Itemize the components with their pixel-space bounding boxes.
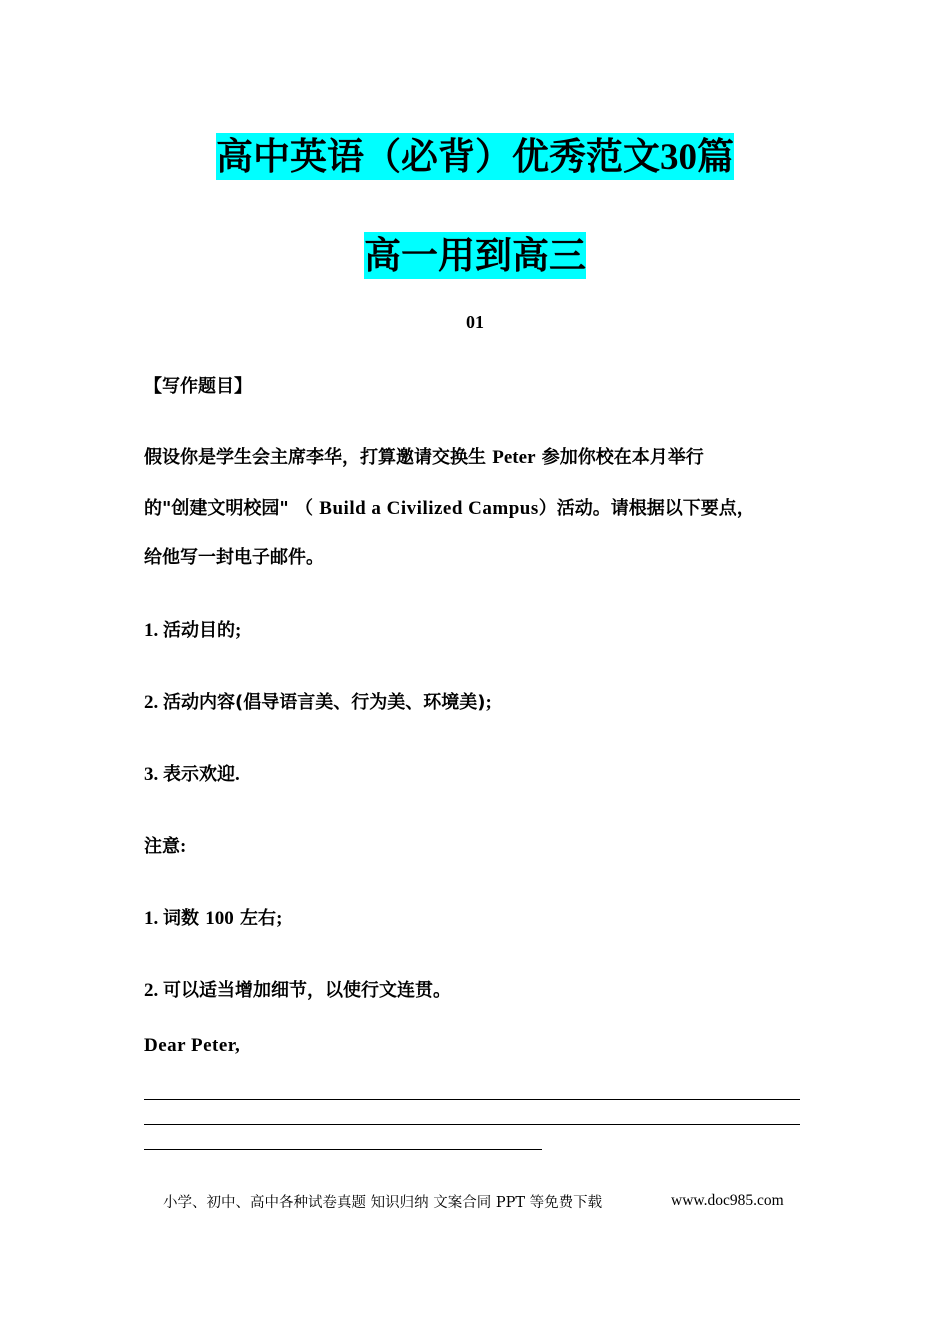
document-title — [0, 126, 950, 180]
point-number: 2. — [144, 692, 163, 713]
title-text: 高中英语（必背）优秀范文 — [216, 135, 660, 178]
section-number: 01 — [466, 312, 484, 332]
task-text: 的"创建文明校园" （ — [144, 498, 320, 519]
task-text: 假设你是学生会主席李华，打算邀请交换生 — [144, 447, 493, 468]
task-text-en: Peter — [492, 447, 536, 468]
letter-greeting: Dear Peter, — [144, 1035, 241, 1056]
note-item — [144, 904, 282, 930]
point-text: 活动目的 — [163, 620, 235, 641]
footer-text: 小学、初中、高中各种试卷真题 知识归纳 文案合同 PPT 等免费下载 — [163, 1195, 603, 1211]
note-text: 可以适当增加细节，以使行文连贯。 — [163, 980, 451, 1001]
task-text: ）活动。请根据以下要点， — [538, 498, 755, 519]
note-number: 2. — [144, 980, 163, 1001]
point-end: . — [235, 764, 240, 785]
document-subtitle — [0, 225, 950, 279]
task-line-3: 给他写一封电子邮件。 — [144, 547, 324, 568]
point-number: 3. — [144, 764, 163, 785]
subtitle-highlight: 高一用到高三 — [364, 234, 586, 277]
point-item — [144, 760, 240, 786]
note-end: ; — [276, 908, 283, 929]
note-word-count: 100 — [205, 908, 234, 929]
point-item — [144, 688, 492, 714]
note-text: 左右 — [233, 908, 277, 929]
point-number: 1. — [144, 620, 163, 641]
notes-heading-end: : — [180, 836, 187, 857]
note-item — [144, 976, 451, 1002]
point-end: ; — [235, 620, 242, 641]
task-line-2 — [144, 494, 755, 520]
notes-heading-text: 注意 — [144, 836, 180, 857]
footer-link[interactable]: www.doc985.com — [671, 1192, 784, 1209]
task-line-1 — [144, 443, 704, 469]
title-highlight — [216, 133, 734, 180]
task-text-en: Build a Civilized Campus — [319, 498, 539, 519]
task-text: 参加你校在本月举行 — [535, 447, 704, 468]
point-end: ; — [485, 692, 492, 713]
point-text: 表示欢迎 — [163, 764, 235, 785]
answer-line — [144, 1149, 542, 1150]
notes-heading — [144, 832, 186, 858]
answer-line — [144, 1099, 800, 1100]
note-number: 1. — [144, 908, 163, 929]
note-text: 词数 — [163, 908, 206, 929]
title-suffix: 篇 — [697, 135, 734, 178]
point-item — [144, 616, 241, 642]
point-text: 活动内容(倡导语言美、行为美、环境美) — [163, 692, 486, 713]
task-heading: 【写作题目】 — [144, 376, 252, 397]
answer-line — [144, 1124, 800, 1125]
title-number: 30 — [660, 137, 697, 178]
